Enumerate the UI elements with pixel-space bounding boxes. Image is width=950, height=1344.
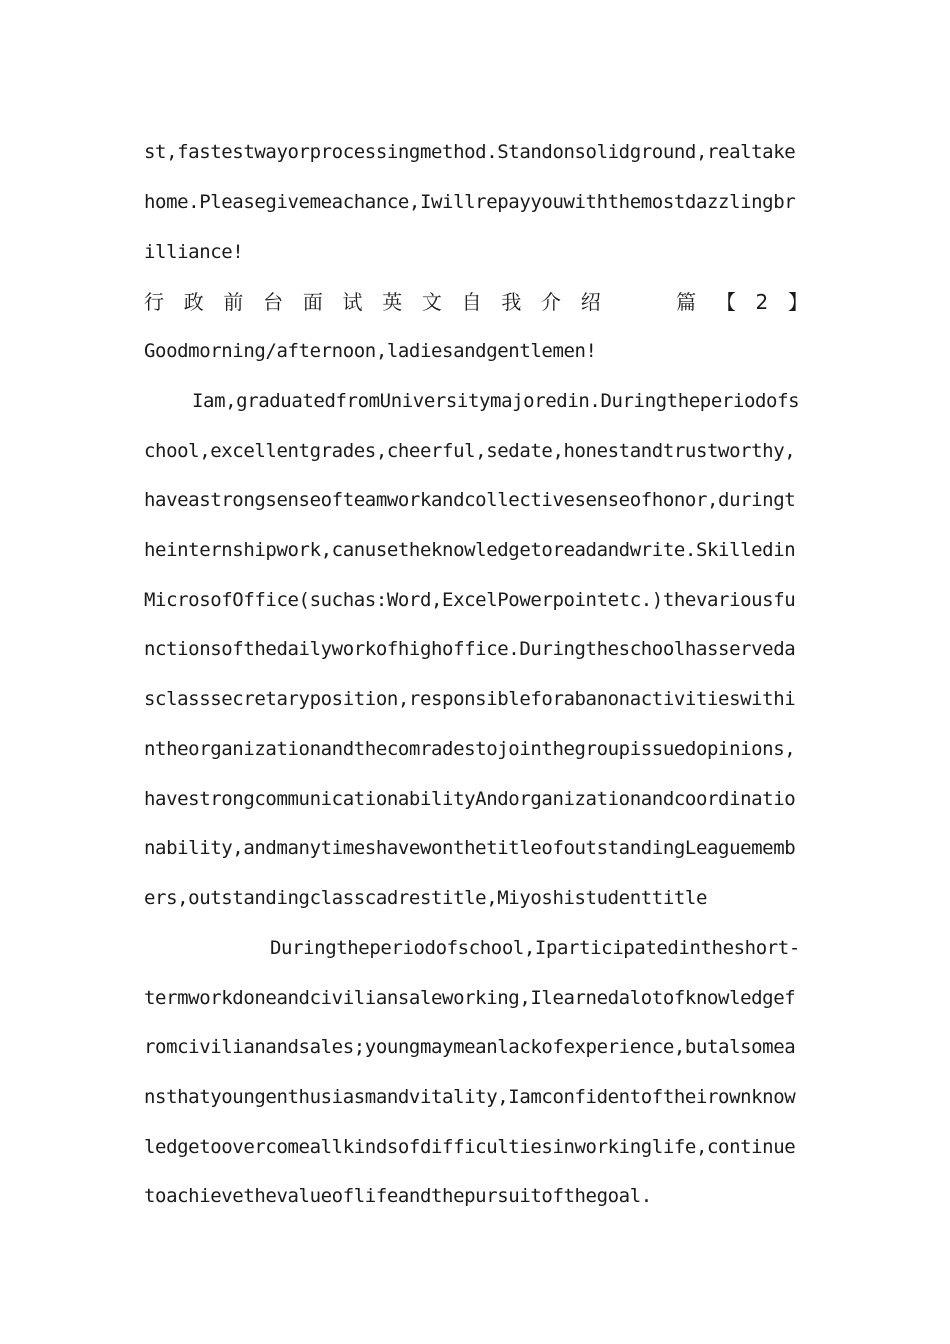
heading-char: 篇 — [676, 290, 697, 314]
heading-char: 台 — [263, 290, 284, 314]
paragraph-line: chool,excellentgrades,cheerful,sedate,honestandtrustworthy, — [144, 440, 796, 462]
heading-char: 绍 — [580, 290, 601, 314]
heading-char: 面 — [302, 290, 323, 314]
heading-char: 介 — [541, 290, 562, 314]
paragraph-line: Duringtheperiodofschool,Iparticipatedintheshort- — [270, 937, 800, 959]
heading-char: 【 — [715, 290, 736, 314]
paragraph-line: nctionsofthedailyworkofhighoffice.Duringtheschoolhasserveda — [144, 638, 796, 660]
paragraph-line: MicrosofOffice(suchas:Word,ExcelPowerpointetc.)thevariousfu — [144, 589, 796, 611]
greeting-line: Goodmorning/afternoon,ladiesandgentlemen! — [144, 340, 597, 362]
paragraph-line: ers,outstandingclasscadrestitle,Miyoshistudenttitle — [144, 887, 707, 909]
heading-char: 自 — [461, 290, 482, 314]
heading-char: 行 — [144, 290, 164, 314]
paragraph-line: romcivilianandsales;youngmaymeanlackofexperience,butalsomea — [144, 1036, 796, 1058]
heading-char: 】 — [787, 290, 808, 314]
heading-char: 英 — [382, 290, 403, 314]
heading-char: 文 — [421, 290, 442, 314]
body-text-line: illiance! — [144, 241, 244, 263]
paragraph-line: nability,andmanytimeshavewonthetitleofoutstandingLeaguememb — [144, 837, 796, 859]
body-text-line: st,fastestwayorprocessingmethod.Standonsolidground,realtake — [144, 141, 796, 163]
paragraph-line: havestrongcommunicationabilityAndorganizationandcoordinatio — [144, 788, 796, 810]
paragraph-line: ntheorganizationandthecomradestojointhegroupissuedopinions, — [144, 738, 796, 760]
paragraph-line: toachievethevalueoflifeandthepursuitofthegoal. — [144, 1185, 652, 1207]
heading-char: 试 — [342, 290, 363, 314]
heading-char: 前 — [223, 290, 244, 314]
paragraph-line: heinternshipwork,canusetheknowledgetoreadandwrite.Skilledin — [144, 539, 796, 561]
section-heading — [144, 288, 808, 316]
paragraph-line: nsthatyoungenthusiasmandvitality,Iamconfidentoftheirownknow — [144, 1086, 796, 1108]
paragraph-line: sclasssecretaryposition,responsibleforabanonactivitieswithi — [144, 688, 796, 710]
paragraph-line: ledgetoovercomeallkindsofdifficultiesinworkinglife,continue — [144, 1136, 796, 1158]
heading-char: 政 — [183, 290, 204, 314]
heading-char: 2 — [755, 290, 769, 314]
paragraph-line: termworkdoneandciviliansaleworking,Ilearnedalotofknowledgef — [144, 987, 796, 1009]
body-text-line: home.Pleasegivemeachance,Iwillrepayyouwiththemostdazzlingbr — [144, 191, 796, 213]
paragraph-line: haveastrongsenseofteamworkandcollectivesenseofhonor,duringt — [144, 489, 796, 511]
heading-spacer — [620, 288, 656, 316]
paragraph-line: Iam,graduatedfromUniversitymajoredin.Duringtheperiodofs — [192, 390, 800, 412]
heading-char: 我 — [501, 290, 522, 314]
